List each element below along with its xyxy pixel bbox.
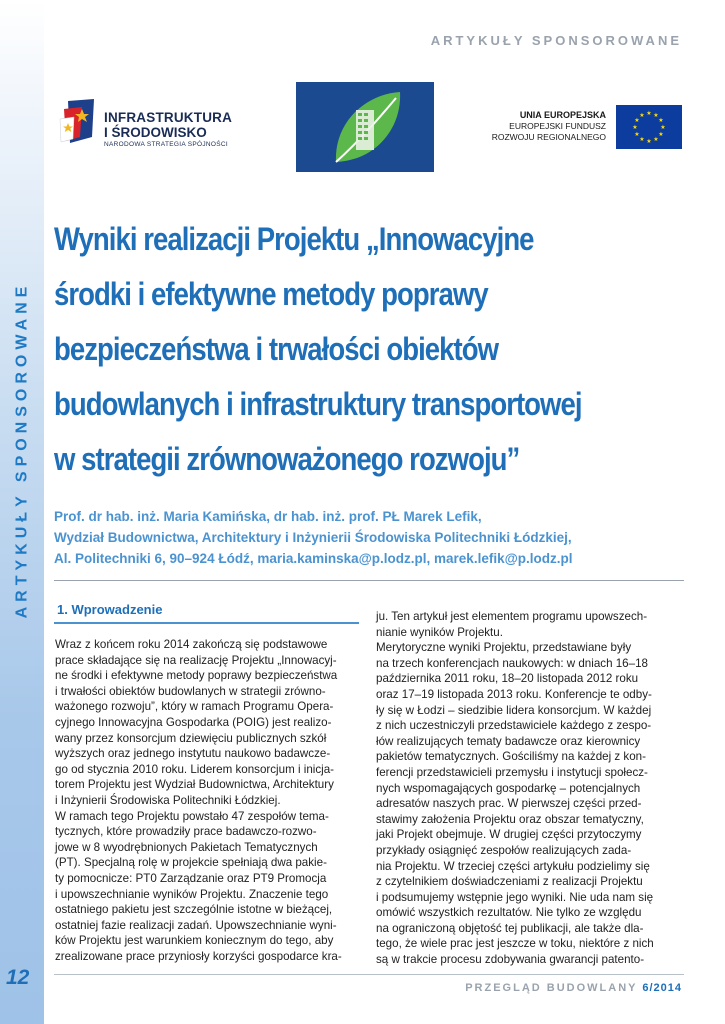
eu-logo-line3: ROZWOJU REGIONALNEGO [491,132,606,142]
text-line: (PT). Specjalną rolę w projekcie spełniają dwa pakie- [55,856,327,870]
text-line: nych wspomagających gospodarkę – potencjalnych [376,781,641,795]
svg-text:★: ★ [634,131,640,138]
leaf-building-icon [296,82,434,172]
text-line: cyjnego Innowacyjna Gospodarka (POIG) jest realizo- [55,715,332,729]
footer-journal [465,982,682,994]
section-heading: 1. Wprowadzenie [57,602,163,617]
text-line: ty pomocnicze: PT0 Zarządzanie oraz PT9 Promocja [55,871,327,885]
text-line: go od stycznia 2010 roku. Liderem konsorcjum i inicja- [55,762,335,776]
text-line: ważonego rozwoju”, który w ramach Programu Opera- [55,700,334,714]
author-line: Al. Politechniki 6, 90–924 Łódź, maria.kaminska@p.lodz.pl, marek.lefik@p.lodz.pl [54,551,573,566]
text-line: ostatniej fazie realizacji zadań. Upowszechnianie wyni- [55,918,337,932]
text-line: ków Projektu jest warunkiem koniecznym do tego, aby [55,934,334,948]
journal-issue: 6/2014 [642,982,682,994]
svg-text:★: ★ [639,112,645,119]
eu-flag-icon [616,105,682,149]
infrastruktura-logo-line3: NARODOWA STRATEGIA SPÓJNOŚCI [104,141,228,148]
svg-text:★: ★ [653,136,659,143]
text-line: W ramach tego Projektu powstało 47 zespołów tema- [55,809,329,823]
svg-text:★: ★ [653,112,659,119]
title-line: Wyniki realizacji Projektu „Innowacyjne [54,221,534,257]
text-line: jaki Projekt obejmuje. W drugiej części przytoczymy [376,828,642,842]
text-line: pakietów tematycznych. Gościliśmy na każdej z kon- [376,750,646,764]
nss-flag-icon [58,97,96,145]
title-line: w strategii zrównoważonego rozwoju” [54,441,520,477]
svg-text:★: ★ [634,117,640,124]
section-underline [54,622,359,624]
infrastruktura-logo [58,97,238,153]
eu-logo-line1: UNIA EUROPEJSKA [519,110,606,120]
text-line: tego, że wiele prac jest jeszcze w toku, niektóre z nich [376,937,654,951]
text-line: zrealizowane prace przyniosły korzyści gospodarce kra- [55,949,342,963]
svg-text:★: ★ [660,124,666,131]
title-line: środki i efektywne metody poprawy [54,276,488,312]
text-line: z nich uczestniczyli przedstawiciele każdego z zespo- [376,719,652,733]
text-line: prace składające się na realizację Projektu „Innowacyj- [55,653,337,667]
svg-text:★: ★ [632,124,638,131]
text-line: wany przez konsorcjum dziewięciu publicznych szkół [55,731,327,745]
text-line: nianie wyników Projektu. [376,625,503,639]
text-line: na ograniczoną objętość tej publikacji, ale także dla- [376,921,644,935]
text-line: października 2011 roku, 18–20 listopada 2012 roku [376,672,639,686]
footer-divider [54,974,684,975]
text-line: ły się w Łodzi – siedzibie lidera konsorcjum. W każdej [376,703,652,717]
article-authors [54,506,694,569]
text-line: omówić wszystkich rezultatów. Nie tylko ze względu [376,906,642,920]
svg-text:★: ★ [646,110,652,117]
title-line: bezpieczeństwa i trwałości obiektów [54,331,499,367]
infrastruktura-logo-line1: INFRASTRUKTURA [104,110,233,125]
text-line: z czytelnikiem doświadczeniami z realizacji Projektu [376,875,643,889]
text-line: i podsumujemy wstępnie jego wyniki. Nie uda nam się [376,890,654,904]
side-section-label [7,255,37,645]
text-line: nia Projektu. W trzeciej części artykułu podzielimy się [376,859,650,873]
text-line: ferencji przedstawicieli przemysłu i instytucji społecz- [376,765,648,779]
page-number: 12 [6,966,30,989]
article-title [54,212,604,487]
author-line: Prof. dr hab. inż. Maria Kamińska, dr hab. inż. prof. PŁ Marek Lefik, [54,509,482,524]
text-line: łów realizujących tematy badawcze oraz kierownicy [376,734,641,748]
title-line: budowlanych i infrastruktury transportowej [54,386,582,422]
eu-stars-icon [616,105,682,149]
text-line: ostatniego pakietu jest szczególnie istotne w bieżącej, [55,903,333,917]
svg-text:★: ★ [646,138,652,145]
text-line: są w trakcie procesu zdobywania gwarancji patento- [376,953,645,967]
eu-logo-text [492,110,606,143]
project-leaf-logo [296,82,434,172]
svg-text:★: ★ [639,136,645,143]
text-line: i Inżynierii Środowiska Politechniki Łódzkiej. [55,793,281,807]
journal-name: PRZEGLĄD BUDOWLANY [465,982,638,994]
text-line: ju. Ten artykuł jest elementem programu upowszech- [376,610,648,623]
eu-logo-line2: EUROPEJSKI FUNDUSZ [509,121,606,131]
text-line: torem Projektu jest Wydział Budownictwa, Architektury [55,778,334,792]
text-line: wyższych oraz jednego instytutu naukowo badawcze- [55,747,331,761]
text-line: Wraz z końcem roku 2014 zakończą się podstawowe [55,638,328,651]
infrastruktura-logo-line2: I ŚRODOWISKO [104,125,207,140]
side-section-label-text: ARTYKUŁY SPONSOROWANE [13,281,31,619]
text-line: adresatów naszych prac. W pierwszej części przed- [376,797,642,811]
text-line: Merytoryczne wyniki Projektu, przedstawiane były [376,641,632,655]
text-line: ne środki i efektywne metody poprawy bezpieczeństwa [55,669,338,683]
text-line: i trwałości obiektów budowlanych w strategii zrówno- [55,684,326,698]
text-line: i upowszechnianie wyników Projektu. Znaczenie tego [55,887,329,901]
author-line: Wydział Budownictwa, Architektury i Inżynierii Środowiska Politechniki Łódzkiej, [54,530,572,545]
svg-text:★: ★ [658,117,664,124]
svg-text:★: ★ [658,131,664,138]
text-line: tycznych, które prowadziły prace badawczo-rozwo- [55,825,317,839]
header-section-label: ARTYKUŁY SPONSOROWANE [430,33,682,48]
right-column [376,609,686,968]
text-line: oraz 17–19 listopada 2013 roku. Konferencje te odby- [376,687,652,701]
text-line: jowe w 8 wyodrębnionych Pakietach Tematycznych [55,840,318,854]
divider [54,580,684,581]
text-line: przykłady osiągnięć zespołów realizujących zada- [376,843,632,857]
text-line: na trzech konferencjach naukowych: w dniach 16–18 [376,656,648,670]
left-column [55,637,361,964]
text-line: stawimy założenia Projektu oraz obszar tematyczny, [376,812,644,826]
